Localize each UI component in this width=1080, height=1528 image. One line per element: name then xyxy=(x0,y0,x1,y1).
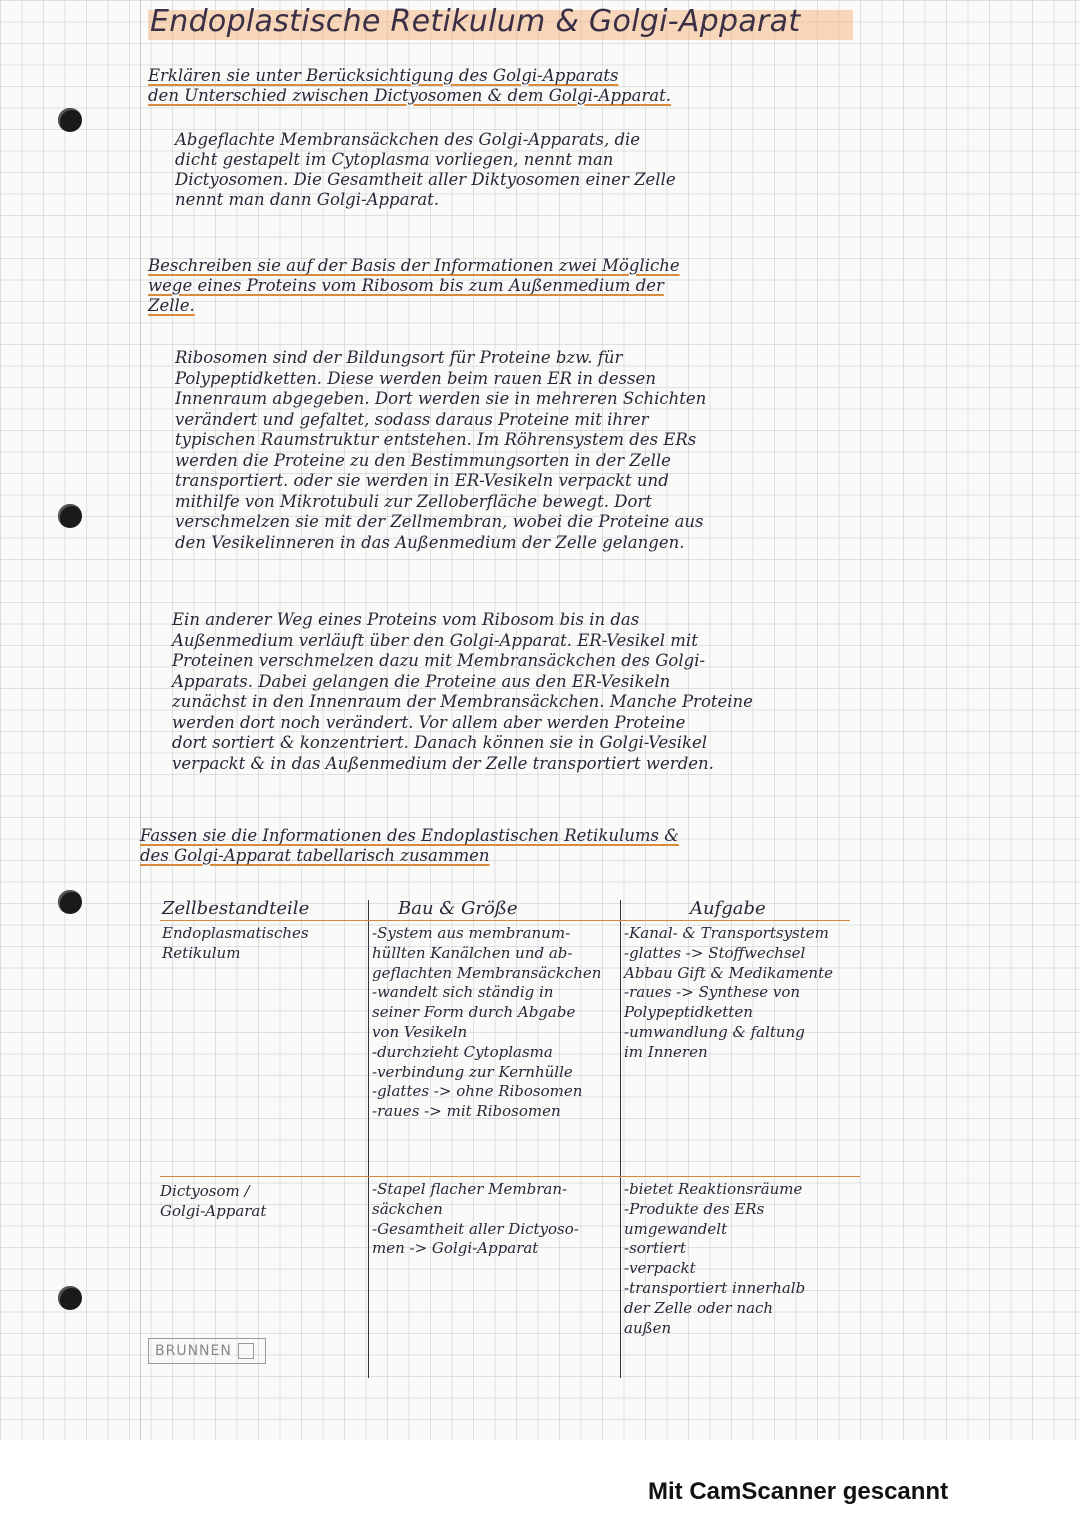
cell-line: -Produkte des ERs xyxy=(624,1199,765,1218)
answer-1 xyxy=(175,130,676,210)
cell-line: Abbau Gift & Medikamente xyxy=(624,963,833,982)
table-cell-component xyxy=(160,1182,266,1222)
table-cell-structure xyxy=(372,1180,579,1259)
answer-line: zunächst in den Innenraum der Membransäckchen. Manche Proteine xyxy=(172,692,753,711)
table-cell-structure xyxy=(372,924,601,1122)
binder-hole xyxy=(58,890,82,914)
answer-line: verpackt & in das Außenmedium der Zelle transportiert werden. xyxy=(172,753,714,773)
answer-line: nennt man dann Golgi-Apparat. xyxy=(175,190,440,209)
answer-line: Apparats. Dabei gelangen die Proteine aus den ER-Vesikeln xyxy=(172,671,671,691)
cell-line: von Vesikeln xyxy=(372,1022,468,1041)
answer-line: Ribosomen sind der Bildungsort für Proteine bzw. für xyxy=(175,348,623,367)
cell-line: -transportiert innerhalb xyxy=(624,1278,806,1297)
cell-line: -bietet Reaktionsräume xyxy=(624,1180,803,1198)
table-cell-component xyxy=(162,924,309,964)
cell-line: der Zelle oder nach xyxy=(624,1298,774,1317)
question-line: Erklären sie unter Berücksichtigung des Golgi-Apparats xyxy=(148,66,619,85)
question-line: den Unterschied zwischen Dictyosomen & dem Golgi-Apparat. xyxy=(148,86,672,105)
table-header-component: Zellbestandteile xyxy=(162,898,310,919)
cell-line: -glattes -> Stoffwechsel xyxy=(624,943,806,962)
cell-line: Polypeptidketten xyxy=(624,1003,753,1022)
answer-line: Proteinen verschmelzen dazu mit Membransäckchen des Golgi- xyxy=(172,651,706,670)
question-3 xyxy=(140,826,679,866)
question-line: Zelle. xyxy=(148,296,195,315)
cell-line: -Stapel flacher Membran- xyxy=(372,1180,568,1198)
question-2 xyxy=(148,256,680,316)
answer-line: typischen Raumstruktur entstehen. Im Röhrensystem des ERs xyxy=(175,430,697,449)
answer-2b xyxy=(172,610,753,774)
question-1 xyxy=(148,66,671,106)
cell-line: hüllten Kanälchen und ab- xyxy=(372,943,573,962)
answer-line: Außenmedium verläuft über den Golgi-Apparat. ER-Vesikel mit xyxy=(172,630,698,650)
page-title: Endoplastische Retikulum & Golgi-Apparat xyxy=(150,4,801,39)
cell-line: Golgi-Apparat xyxy=(160,1201,267,1220)
table-header-structure: Bau & Größe xyxy=(398,898,518,919)
cell-line: -Gesamtheit aller Dictyoso- xyxy=(372,1219,579,1238)
answer-line: den Vesikelinneren in das Außenmedium der Zelle gelangen. xyxy=(175,532,685,552)
answer-line: verschmelzen sie mit der Zellmembran, wobei die Proteine aus xyxy=(175,512,704,531)
cell-line: -wandelt sich ständig in xyxy=(372,983,554,1002)
cell-line: -System aus membranum- xyxy=(372,924,571,942)
cell-line: im Inneren xyxy=(624,1042,708,1061)
brand-stamp xyxy=(148,1338,266,1364)
table-divider xyxy=(368,900,369,1378)
question-line: des Golgi-Apparat tabellarisch zusammen xyxy=(140,846,490,865)
answer-line: Dictyosomen. Die Gesamtheit aller Diktyosomen einer Zelle xyxy=(175,170,676,189)
cell-line: -verbindung zur Kernhülle xyxy=(372,1062,573,1081)
brand-stamp-text: BRUNNEN xyxy=(155,1343,232,1359)
answer-line: Ein anderer Weg eines Proteins vom Ribosom bis in das xyxy=(172,610,640,629)
cell-line: -Kanal- & Transportsystem xyxy=(624,924,829,942)
answer-line: verändert und gefaltet, sodass daraus Proteine mit ihrer xyxy=(175,409,649,429)
cell-line: säckchen xyxy=(372,1199,443,1218)
cell-line: -raues -> Synthese von xyxy=(624,983,801,1002)
answer-line: Innenraum abgegeben. Dort werden sie in mehreren Schichten xyxy=(175,389,707,408)
answer-line: transportiert. oder sie werden in ER-Vesikeln verpackt und xyxy=(175,471,669,490)
cell-line: umgewandelt xyxy=(624,1219,728,1238)
cell-line: -sortiert xyxy=(624,1239,686,1258)
table-row-line xyxy=(160,1176,860,1177)
brand-logo-icon xyxy=(238,1343,254,1359)
cell-line: außen xyxy=(624,1318,672,1337)
question-line: wege eines Proteins vom Ribosom bis zum Außenmedium der xyxy=(148,276,664,295)
table-divider xyxy=(620,900,621,1378)
answer-line: werden dort noch verändert. Vor allem aber werden Proteine xyxy=(172,712,686,732)
cell-line: geflachten Membransäckchen xyxy=(372,963,602,982)
cell-line: men -> Golgi-Apparat xyxy=(372,1239,539,1258)
answer-line: mithilfe von Mikrotubuli zur Zelloberfläche bewegt. Dort xyxy=(175,491,652,511)
cell-line: -verpackt xyxy=(624,1259,696,1278)
cell-line: -raues -> mit Ribosomen xyxy=(372,1102,561,1121)
table-header-task: Aufgabe xyxy=(690,898,766,919)
question-line: Fassen sie die Informationen des Endoplastischen Retikulums & xyxy=(140,826,679,845)
answer-2a xyxy=(175,348,706,553)
table-header-line xyxy=(160,920,850,921)
cell-line: seiner Form durch Abgabe xyxy=(372,1003,576,1022)
binder-hole xyxy=(58,1286,82,1310)
binder-hole xyxy=(58,504,82,528)
scanner-watermark: Mit CamScanner gescannt xyxy=(648,1478,949,1505)
answer-line: werden die Proteine zu den Bestimmungsorten in der Zelle xyxy=(175,450,671,470)
question-line: Beschreiben sie auf der Basis der Informationen zwei Mögliche xyxy=(148,256,680,275)
answer-line: dicht gestapelt im Cytoplasma vorliegen, nennt man xyxy=(175,150,614,169)
cell-line: Dictyosom / xyxy=(160,1182,250,1200)
table-cell-task xyxy=(624,1180,805,1338)
answer-line: dort sortiert & konzentriert. Danach können sie in Golgi-Vesikel xyxy=(172,733,708,752)
table-cell-task xyxy=(624,924,833,1063)
cell-line: Endoplasmatisches xyxy=(162,924,309,942)
answer-line: Abgeflachte Membransäckchen des Golgi-Apparats, die xyxy=(175,130,641,149)
cell-line: -glattes -> ohne Ribosomen xyxy=(372,1082,583,1101)
margin-line xyxy=(140,0,141,1440)
binder-hole xyxy=(58,108,82,132)
cell-line: -umwandlung & faltung xyxy=(624,1022,805,1041)
cell-line: Retikulum xyxy=(162,943,241,962)
cell-line: -durchzieht Cytoplasma xyxy=(372,1042,553,1061)
answer-line: Polypeptidketten. Diese werden beim rauen ER in dessen xyxy=(175,368,656,388)
